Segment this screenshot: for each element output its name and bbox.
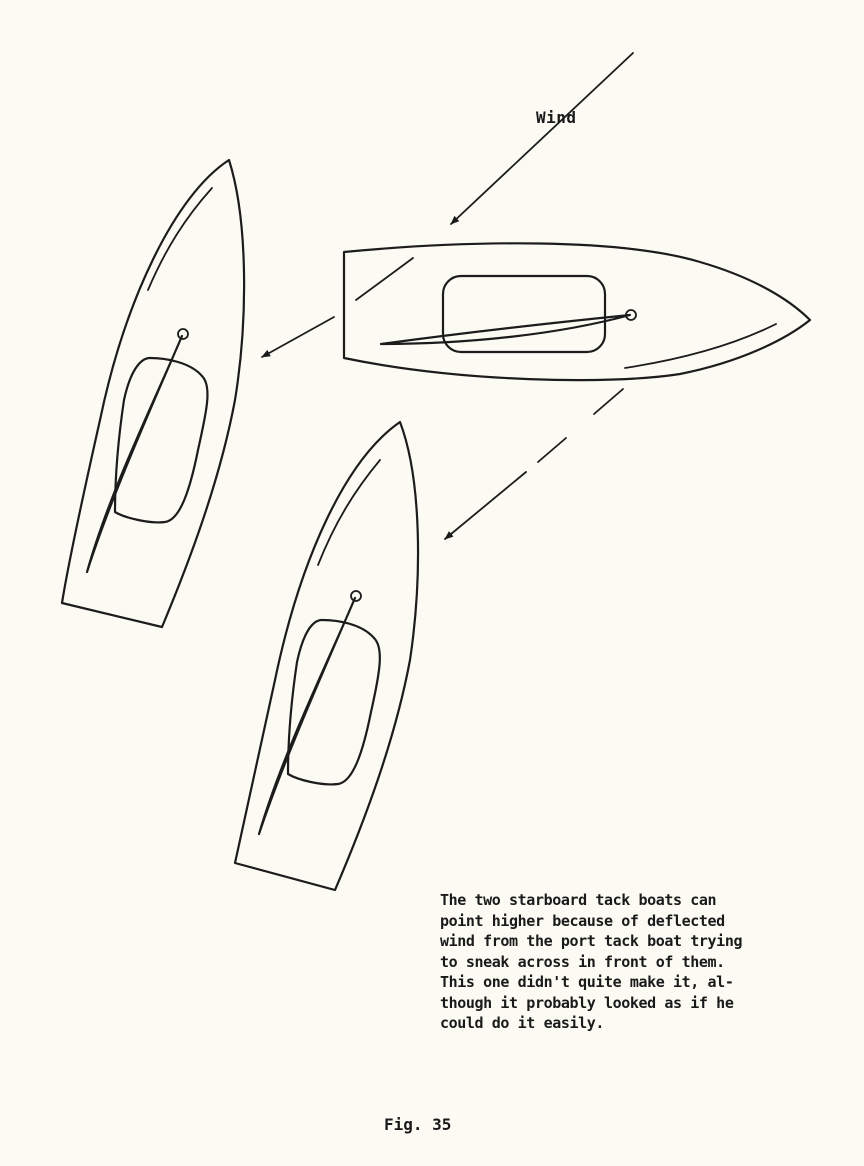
figure-label: Fig. 35 <box>384 1115 452 1134</box>
caption-line: This one didn't quite make it, al- <box>440 973 734 991</box>
port-tack-deck-line <box>625 324 776 368</box>
port-tack-hull <box>344 243 810 380</box>
port-tack-boat <box>344 243 810 380</box>
port-tack-sail <box>381 315 630 344</box>
deflected-wind-lower-segment-3 <box>445 472 526 539</box>
caption <box>440 890 785 1034</box>
caption-line: The two starboard tack boats can <box>440 891 717 909</box>
deflected-wind-lower-segment-2 <box>538 438 566 462</box>
wind-arrow <box>451 53 633 224</box>
upper-starboard-hull <box>62 160 244 627</box>
caption-line: to sneak across in front of them. <box>440 952 725 971</box>
starboard-tack-boat-upper <box>62 160 244 627</box>
deflected-wind-upper-segment-2 <box>262 317 334 357</box>
wind-label: Wind <box>536 108 577 127</box>
caption-line: wind from the port tack boat trying <box>440 932 743 950</box>
starboard-tack-boat-lower <box>235 422 418 890</box>
upper-starboard-mast <box>178 329 188 339</box>
wind-arrow-line <box>451 53 633 224</box>
deflected-wind-lower <box>445 389 623 539</box>
deflected-wind-lower-segment-1 <box>594 389 623 414</box>
deflected-wind-upper-segment-1 <box>356 258 413 300</box>
caption-line: could do it easily. <box>440 1014 604 1032</box>
lower-starboard-deck-line <box>318 460 380 565</box>
caption-line: though it probably looked as if he <box>440 993 734 1012</box>
upper-starboard-deck-line <box>148 188 212 290</box>
caption-line: point higher because of deflected <box>440 911 725 930</box>
lower-starboard-mast <box>351 591 361 601</box>
